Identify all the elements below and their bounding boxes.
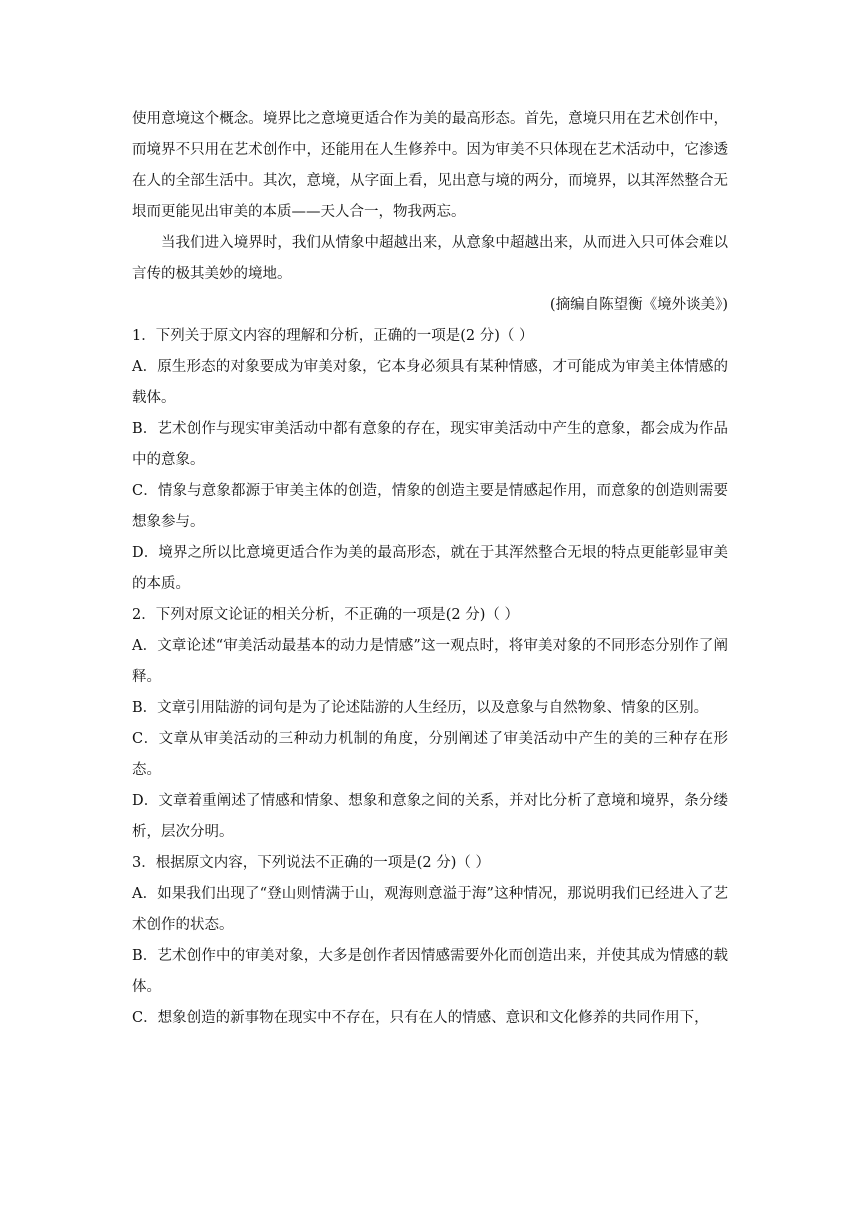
- option-d: D．境界之所以比意境更适合作为美的最高形态，就在于其浑然整合无垠的特点更能彰显审美的本质。: [132, 545, 728, 592]
- question-3: [132, 848, 728, 1034]
- question-2: [132, 600, 728, 848]
- option-a: A．如果我们出现了“登山则情满于山，观海则意溢于海”这种情况，那说明我们已经进入了艺术创作的状态。: [132, 886, 728, 933]
- option-c: C．情象与意象都源于审美主体的创造，情象的创造主要是情感起作用，而意象的创造则需要想象参与。: [132, 483, 728, 530]
- option-b: B．艺术创作中的审美对象，大多是创作者因情感需要外化而创造出来，并使其成为情感的载体。: [132, 948, 728, 995]
- option-a: A．原生形态的对象要成为审美对象，它本身必须具有某种情感，才可能成为审美主体情感的载体。: [132, 359, 728, 406]
- question-stem: 2．下列对原文论证的相关分析，不正确的一项是(2 分)（ ）: [132, 607, 519, 623]
- option-d: D．文章着重阐述了情感和情象、想象和意象之间的关系，并对比分析了意境和境界，条分缕析，层次分明。: [132, 793, 728, 840]
- option-b: B．艺术创作与现实审美活动中都有意象的存在，现实审美活动中产生的意象，都会成为作品中的意象。: [132, 421, 728, 468]
- question-stem: 3．根据原文内容，下列说法不正确的一项是(2 分)（ ）: [132, 855, 490, 871]
- passage-paragraph-1: 使用意境这个概念。境界比之意境更适合作为美的最高形态。首先，意境只用在艺术创作中，而境界不只用在艺术创作中，还能用在人生修养中。因为审美不只体现在艺术活动中，它渗透在人的全部生活中。其次，意境，从字面上看，见出意与境的两分，而境界，以其浑然整合无垠而更能见出审美的本质——天人合一，物我两忘。: [132, 111, 728, 220]
- question-1: [132, 321, 728, 600]
- question-stem: 1．下列关于原文内容的理解和分析，正确的一项是(2 分)（ ）: [132, 328, 534, 344]
- option-c: C．文章从审美活动的三种动力机制的角度，分别阐述了审美活动中产生的美的三种存在形态。: [132, 731, 728, 778]
- passage-source: (摘编自陈望衡《境外谈美》): [549, 297, 728, 313]
- option-b: B．文章引用陆游的词句是为了论述陆游的人生经历，以及意象与自然物象、情象的区别。: [132, 700, 709, 716]
- option-a: A．文章论述“审美活动最基本的动力是情感”这一观点时，将审美对象的不同形态分别作了阐释。: [132, 638, 728, 685]
- option-c: C．想象创造的新事物在现实中不存在，只有在人的情感、意识和文化修养的共同作用下，: [132, 1010, 709, 1026]
- passage-paragraph-2: 当我们进入境界时，我们从情象中超越出来，从意象中超越出来，从而进入只可体会难以言传的极其美妙的境地。: [132, 235, 728, 282]
